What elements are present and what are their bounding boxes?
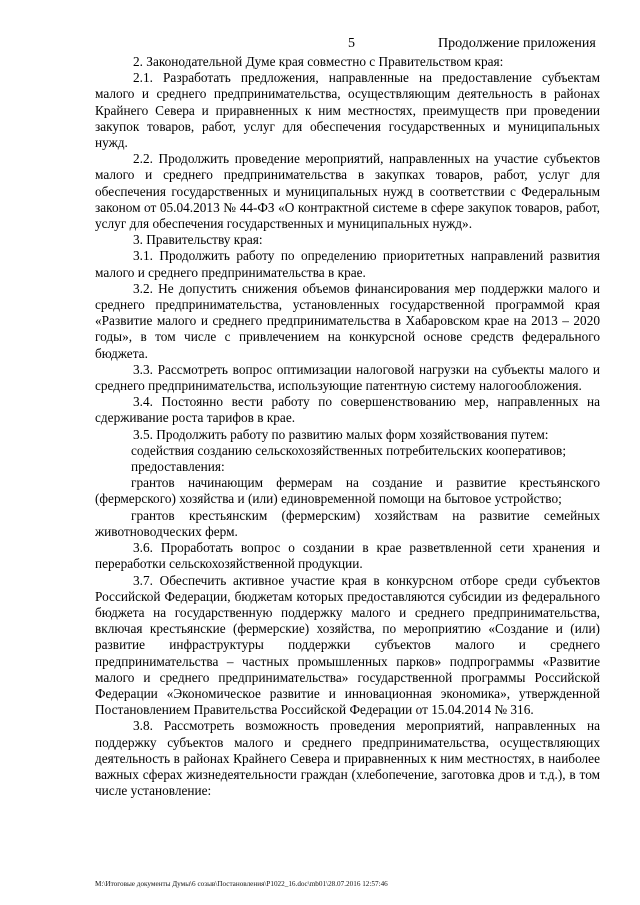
paragraph-2-2: 2.2. Продолжить проведение мероприятий, направленных на участие субъектов малого и среднего предпринимательства в закупках товаров, работ, услуг для обеспечения государственных и муниципальных нужд в соответствии с Федеральным законом от 05.04.2013 № 44-ФЗ «О контрактной системе в сфере закупок товаров, работ, услуг для обеспечения государственных и муниципальных нужд». — [95, 151, 600, 232]
paragraph-3-4: 3.4. Постоянно вести работу по совершенствованию мер, направленных на сдерживание роста тарифов в крае. — [95, 394, 600, 426]
page-number: 5 — [348, 36, 355, 51]
paragraph-3-5-cooperatives: содействия созданию сельскохозяйственных потребительских кооперативов; — [131, 442, 567, 458]
paragraph-3-2: 3.2. Не допустить снижения объемов финансирования мер поддержки малого и среднего предпринимательства, установленных государственной программой края «Развитие малого и среднего предпринимательства в Хабаровском крае на 2013 – 2020 годы», в том числе с привлечением на конкурсной основе средств федерального бюджета. — [95, 280, 600, 361]
paragraph-2: 2. Законодательной Думе края совместно с Правительством края: — [133, 54, 504, 69]
paragraph-3-8: 3.8. Рассмотреть возможность проведения мероприятий, направленных на поддержку субъектов малого и среднего предпринимательства, осуществляющих деятельность в районах Крайнего Севера и приравненных к ним местностях, в наиболее важных сферах жизнедеятельности граждан (хлебопечение, заготовка дров и т.д.), в том числе установление: — [95, 718, 600, 799]
paragraph-3-5-grants-farmers: грантов начинающим фермерам на создание и развитие крестьянского (фермерского) хозяйства и (или) единовременной помощи на бытовое устройство; — [95, 475, 600, 507]
paragraph-3-6: 3.6. Проработать вопрос о создании в крае разветвленной сети хранения и переработки сельскохозяйственной продукции. — [95, 540, 600, 572]
file-path-footer: M:\Итоговые документы Думы\6 созыв\Постановления\Р1022_16.doc\mb01\28.07.2016 12:57:46 — [95, 880, 388, 888]
paragraph-3-3: 3.3. Рассмотреть вопрос оптимизации налоговой нагрузки на субъекты малого и среднего предпринимательства, использующие патентную систему налогообложения. — [95, 361, 600, 394]
paragraph-3-1: 3.1. Продолжить работу по определению приоритетных направлений развития малого и среднего предпринимательства в крае. — [95, 248, 600, 280]
paragraph-3-5-provision: предоставления: — [131, 459, 225, 475]
paragraph-3-5-grants-farms: грантов крестьянским (фермерским) хозяйствам на развитие семейных животноводческих ферм. — [95, 507, 600, 539]
paragraph-3-7: 3.7. Обеспечить активное участие края в конкурсном отборе среди субъектов Российской Федерации, бюджетам которых предоставляются субсидии из федерального бюджета на государственную поддержку малого и среднего предпринимательства, включая крестьянские (фермерские) хозяйства, по мероприятию «Создание и (или) развитие инфраструктуры поддержки субъектов малого и среднего предпринимательства – частных промышленных парков» подпрограммы «Развитие малого и среднего предпринимательства» государственной программы Российской Федерации «Экономическое развитие и инновационная экономика», утвержденной Постановлением Правительства Российской Федерации от 15.04.2014 № 316. — [95, 572, 600, 718]
paragraph-2-1: 2.1. Разработать предложения, направленные на предоставление субъектам малого и среднего предпринимательства, осуществляющим деятельность в районах Крайнего Севера и приравненных к ним местностях, преимуществ при проведении закупок товаров, работ, услуг для обеспечения государственных и муниципальных нужд. — [95, 70, 600, 151]
document-body — [95, 54, 600, 799]
continuation-header: Продолжение приложения — [438, 36, 596, 51]
paragraph-3-5: 3.5. Продолжить работу по развитию малых форм хозяйствования путем: — [133, 426, 549, 442]
paragraph-3: 3. Правительству края: — [133, 232, 263, 248]
